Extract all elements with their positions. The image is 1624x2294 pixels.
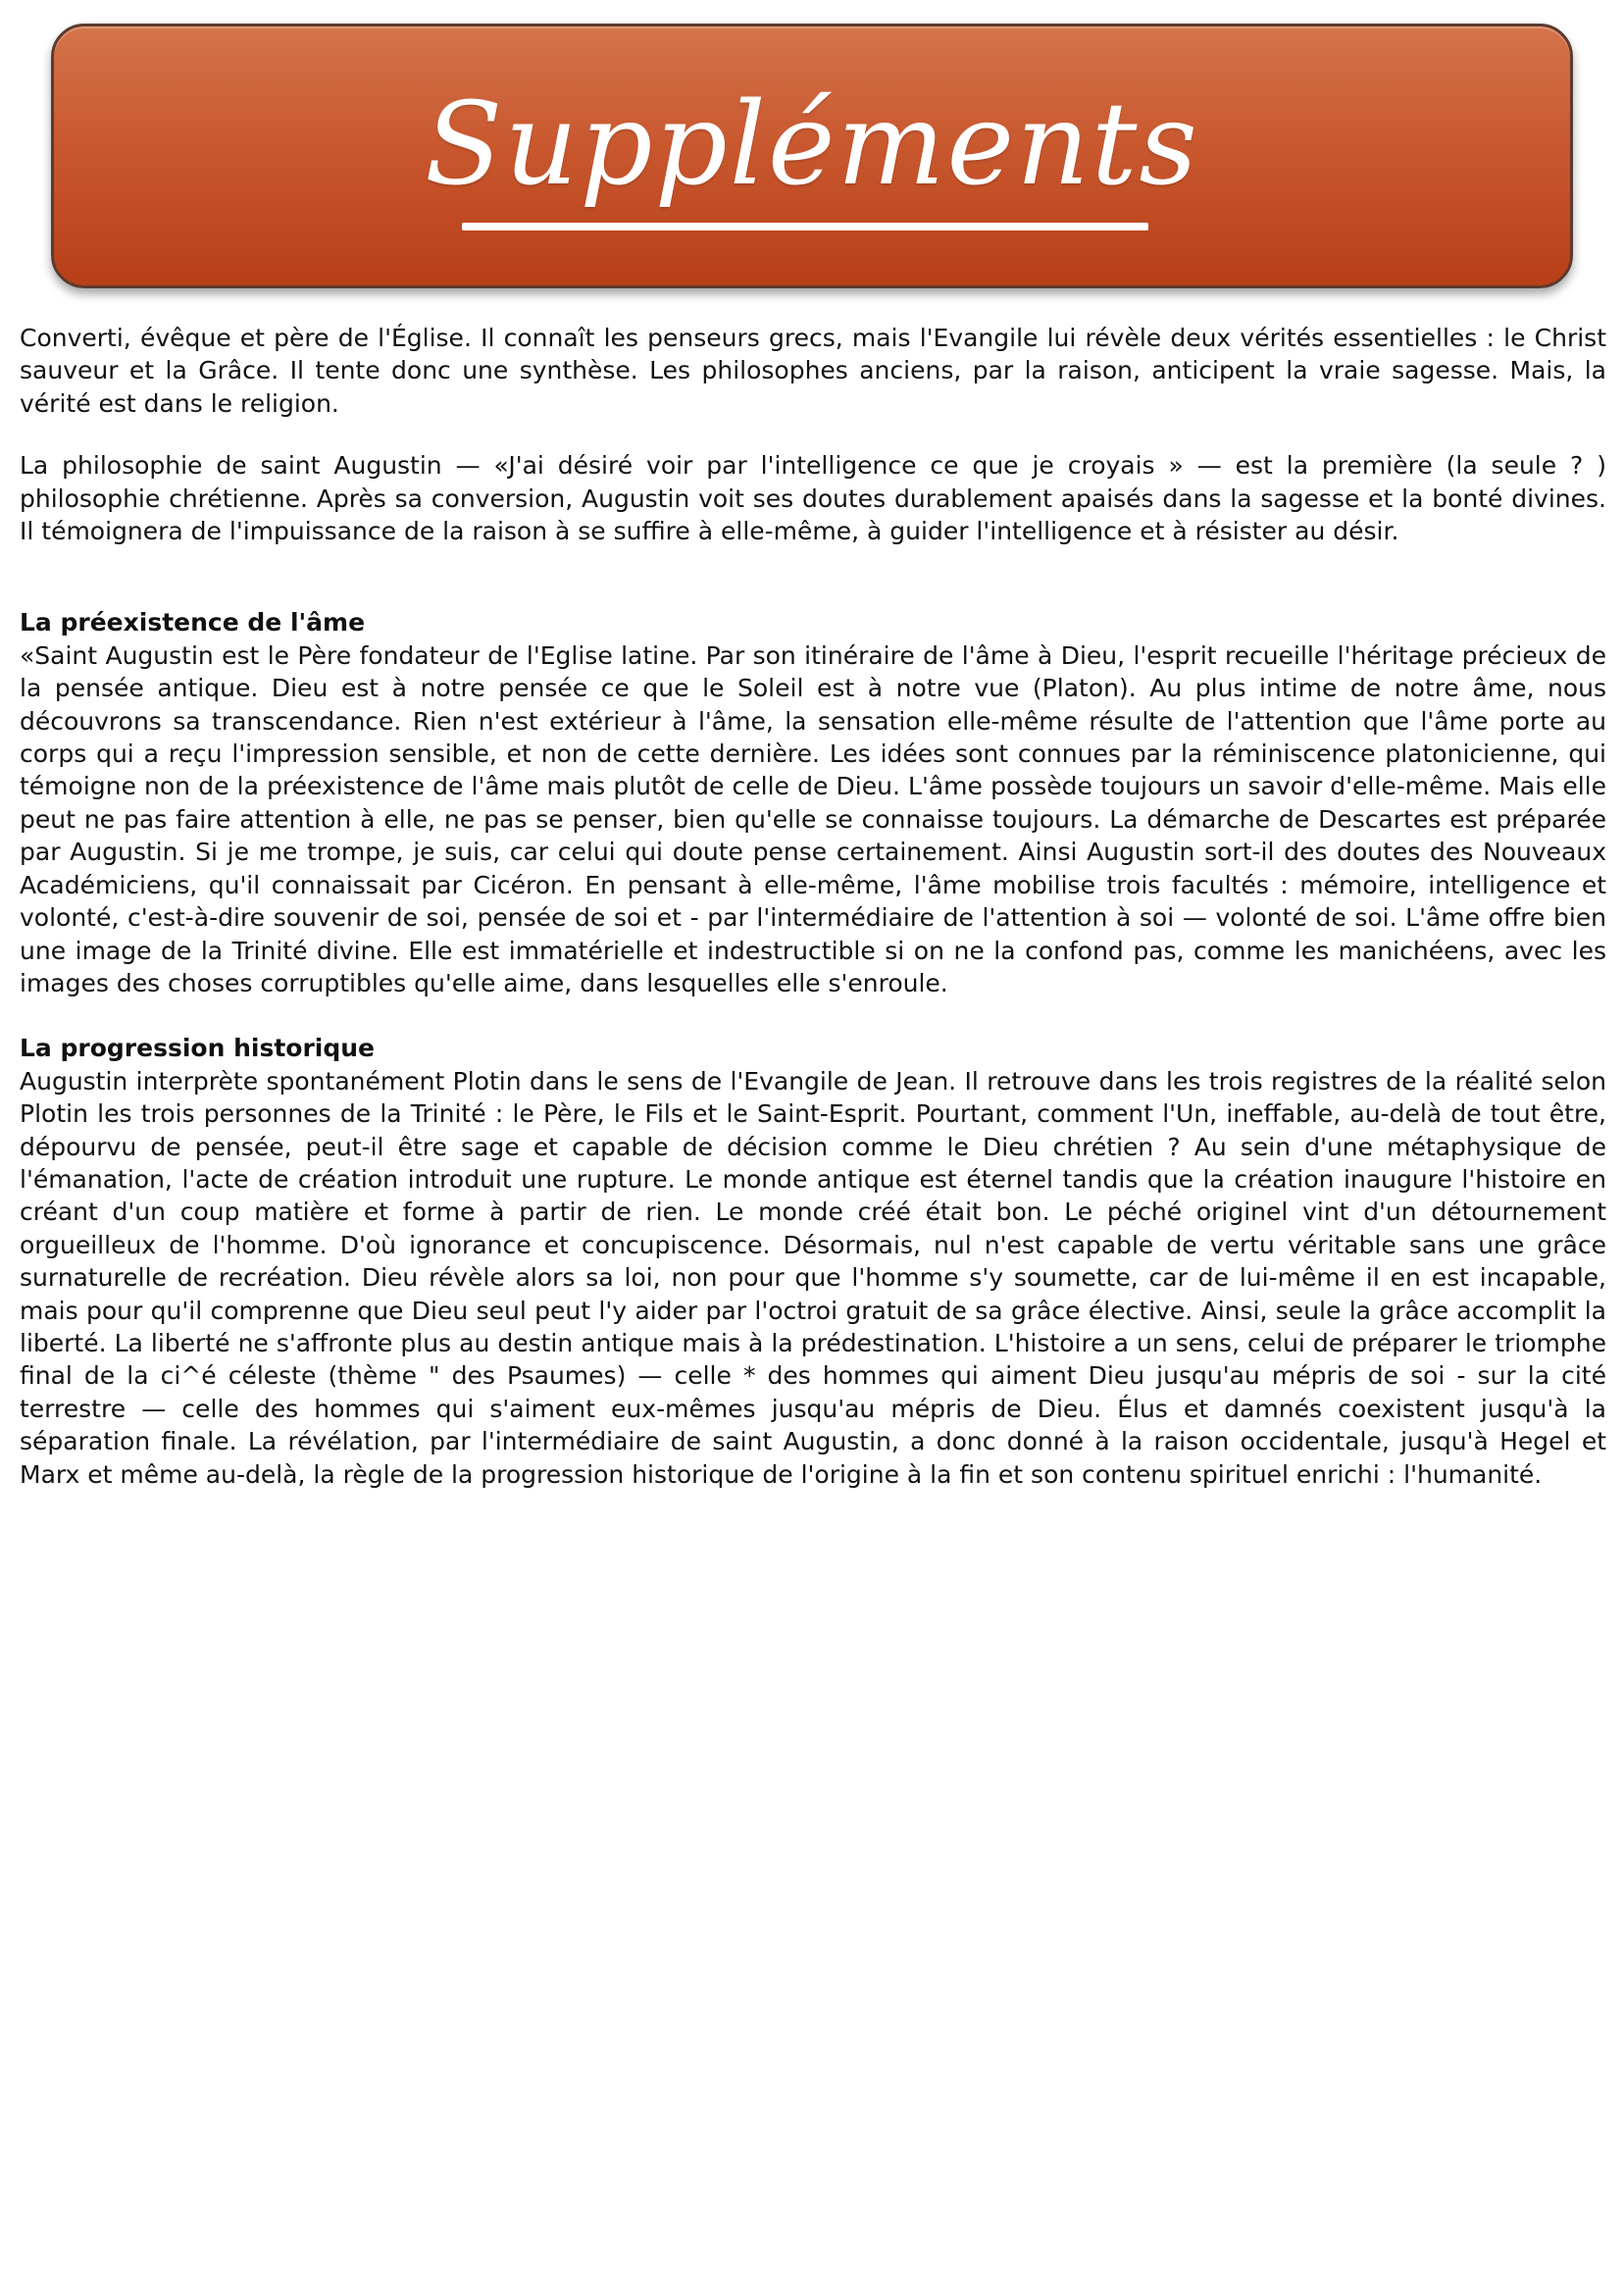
banner-underline xyxy=(462,223,1148,230)
section-body-progression: Augustin interprète spontanément Plotin dans le sens de l'Evangile de Jean. Il retrouve dans les trois registres de la réalité selon Plotin les trois personnes de la Trinité : le Père, le Fils et le Saint-Esprit. Pourtant, comment l'Un, ineffable, au-delà de tout être, dépourvu de pensée, peut-il être sage et capable de décision comme le Dieu chrétien ? Au sein d'une métaphysique de l'émanation, l'acte de création introduit une rupture. Le monde antique est éternel tandis que la création inaugure l'histoire en créant d'un coup matière et forme à partir de rien. Le monde créé était bon. Le péché originel vint d'un détournement orgueilleux de l'homme. D'où ignorance et concupiscence. Désormais, nul n'est capable de vertu véritable sans une grâce surnaturelle de recréation. Dieu révèle alors sa loi, non pour que l'homme s'y soumette, car de lui-même il en est incapable, mais pour qu'il comprenne que Dieu seul peut l'y aider par l'octroi gratuit de sa grâce élective. Ainsi, seule la grâce accomplit la liberté. La liberté ne s'affronte plus au destin antique mais à la prédestination. L'histoire a un sens, celui de préparer le triomphe final de la ci^é céleste (thème " des Psaumes) — celle * des hommes qui aiment Dieu jusqu'au mépris de soi - sur la cité terrestre — celle des hommes qui s'aiment eux-mêmes jusqu'au mépris de Dieu. Élus et damnés coexistent jusqu'à la séparation finale. La révélation, par l'intermédiaire de saint Augustin, a donc donné à la raison occidentale, jusqu'à Hegel et Marx et même au-delà, la règle de la progression historique de l'origine à la fin et son contenu spirituel enrichi : l'humanité. xyxy=(20,1066,1606,1489)
banner-title: Suppléments xyxy=(425,78,1199,211)
section-heading-progression: La progression historique xyxy=(20,1034,376,1063)
intro-paragraph-2: La philosophie de saint Augustin — «J'ai désiré voir par l'intelligence ce que je croyais » — est la première (la seule ? ) philosophie chrétienne. Après sa conversion, Augustin voit ses doutes durablement apaisés dans la sagesse et la bonté divines. Il témoignera de l'impuissance de la raison à se suffire à elle-même, à guider l'intelligence et à résister au désir. xyxy=(20,451,1606,546)
intro-paragraph-1: Converti, évêque et père de l'Église. Il connaît les penseurs grecs, mais l'Evangile lui révèle deux vérités essentielles : le Christ sauveur et la Grâce. Il tente donc une synthèse. Les philosophes anciens, par la raison, anticipent la vraie sagesse. Mais, la vérité est dans le religion. xyxy=(20,324,1606,418)
supplements-banner xyxy=(51,24,1573,288)
document-body xyxy=(20,322,1606,1491)
section-heading-preexistence: La préexistence de l'âme xyxy=(20,608,366,637)
section-body-preexistence: «Saint Augustin est le Père fondateur de l'Eglise latine. Par son itinéraire de l'âme à Dieu, l'esprit recueille l'héritage précieux de la pensée antique. Dieu est à notre pensée ce que le Soleil est à notre vue (Platon). Au plus intime de notre âme, nous découvrons sa transcendance. Rien n'est extérieur à l'âme, la sensation elle-même résulte de l'attention que l'âme porte au corps qui a reçu l'impression sensible, et non de cette dernière. Les idées sont connues par la réminiscence platonicienne, qui témoigne non de la préexistence de l'âme mais plutôt de celle de Dieu. L'âme possède toujours un savoir d'elle-même. Mais elle peut ne pas faire attention à elle, ne pas se penser, bien qu'elle se connaisse toujours. La démarche de Descartes est préparée par Augustin. Si je me trompe, je suis, car celui qui doute pense certainement. Ainsi Augustin sort-il des doutes des Nouveaux Académiciens, qu'il connaissait par Cicéron. En pensant à elle-même, l'âme mobilise trois facultés : mémoire, intelligence et volonté, c'est-à-dire souvenir de soi, pensée de soi et - par l'intermédiaire de l'attention à soi — volonté de soi. L'âme offre bien une image de la Trinité divine. Elle est immatérielle et indestructible si on ne la confond pas, comme les manichéens, avec les images des choses corruptibles qu'elle aime, dans lesquelles elle s'enroule. xyxy=(20,640,1606,997)
